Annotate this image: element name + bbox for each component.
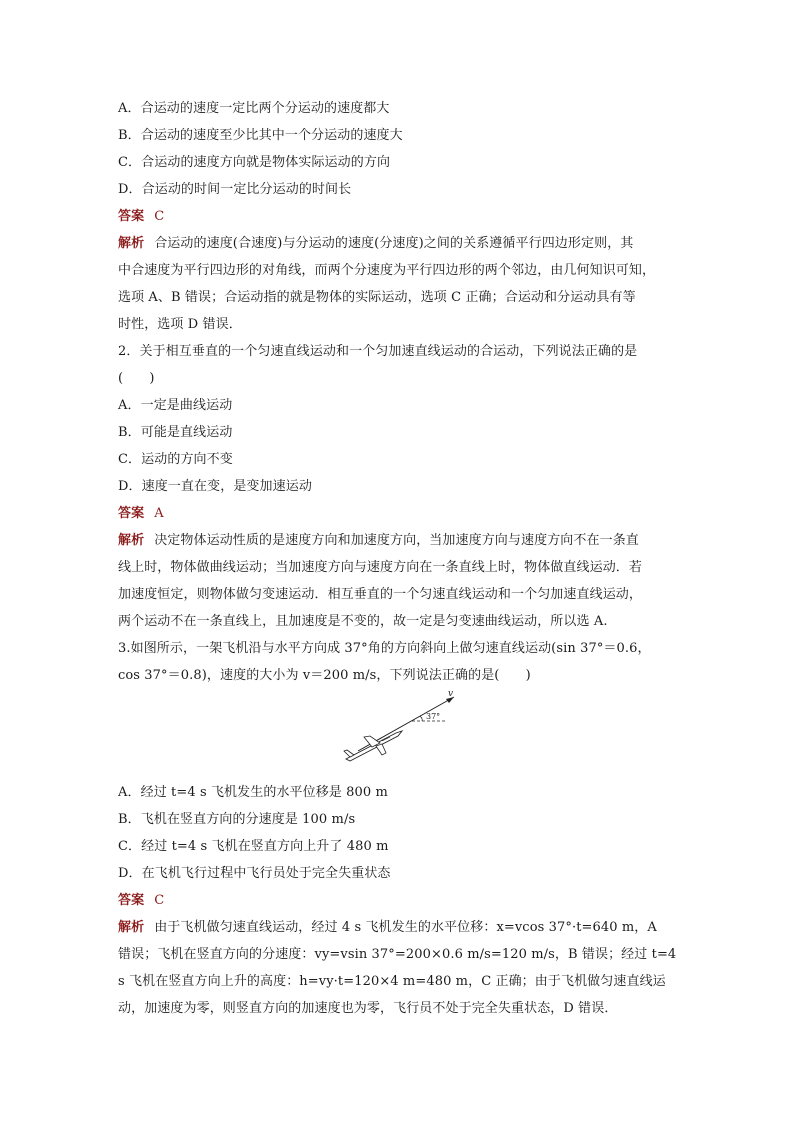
q3-stem-line-1: 3.如图所示，一架飞机沿与水平方向成 37°角的方向斜向上做匀速直线运动(sin 37°＝0.6， [118,641,651,656]
q3-option-d: D．在飞机飞行过程中飞行员处于完全失重状态 [118,866,391,881]
velocity-label: v [448,689,454,699]
q3-analysis-line-2: 错误；飞机在竖直方向的分速度：vy=vsin 37°=200×0.6 m/s=120 m/s，B 错误；经过 t=4 [118,947,677,962]
q3-analysis-text-1: 由于飞机做匀速直线运动，经过 4 s 飞机发生的水平位移：x=vcos 37°·t=640 m，A [154,920,657,935]
q3-analysis-line-4: 动，加速度为零，则竖直方向的加速度也为零，飞行员不处于完全失重状态，D 错误． [118,1001,618,1016]
q3-options [118,779,678,887]
q2-stem [118,338,678,392]
q1-option-b: B．合运动的速度至少比其中一个分运动的速度大 [118,128,403,143]
q3-stem-line-2: cos 37°＝0.8)，速度的大小为 v＝200 m/s，下列说法正确的是( ) [118,668,531,683]
q2-stem-line-1: 2．关于相互垂直的一个匀速直线运动和一个匀加速直线运动的合运动，下列说法正确的是 [118,344,638,359]
q2-options [118,392,678,500]
q3-option-b: B．飞机在竖直方向的分速度是 100 m/s [118,812,356,827]
q2-analysis-line-4: 两个运动不在一条直线上，且加速度是不变的，故一定是匀变速曲线运动，所以选 A. [118,614,608,629]
q1-analysis-text-1: 合运动的速度(合速度)与分运动的速度(分速度)之间的关系遵循平行四边形定则，其 [154,236,634,251]
q3-analysis [118,914,678,1022]
q2-answer [118,500,678,527]
document-content [118,95,678,1022]
q2-analysis-text-1: 决定物体运动性质的是速度方向和加速度方向，当加速度方向与速度方向不在一条直 [154,533,639,548]
q3-option-a: A．经过 t=4 s 飞机发生的水平位移是 800 m [118,785,388,800]
angle-arc [420,716,422,721]
q3-answer-label: 答案 [118,893,145,908]
q1-analysis [118,230,678,338]
q2-analysis-line-2: 线上时，物体做曲线运动；当加速度方向与速度方向在一条直线上时，物体做直线运动．若 [118,560,643,575]
q2-answer-label: 答案 [118,506,145,521]
q1-answer [118,203,678,230]
q3-answer [118,887,678,914]
q2-analysis-line-1 [118,527,678,554]
q3-analysis-line-3: s 飞机在竖直方向上升的高度：h=vy·t=120×4 m=480 m，C 正确；由于飞机做匀速直线运 [118,974,666,989]
q2-analysis-line-3: 加速度恒定，则物体做匀变速运动．相互垂直的一个匀速直线运动和一个匀加速直线运动， [118,587,643,602]
q3-stem [118,635,678,689]
q2-stem-line-2: ( ) [118,371,155,386]
q1-option-a: A．合运动的速度一定比两个分运动的速度都大 [118,101,390,116]
q1-analysis-label: 解析 [118,236,145,251]
q3-analysis-label: 解析 [118,920,145,935]
q2-option-d: D．速度一直在变，是变加速运动 [118,479,312,494]
airplane-icon [344,731,402,761]
q3-answer-value: C [154,893,165,908]
q2-analysis-label: 解析 [118,533,145,548]
q2-option-c: C．运动的方向不变 [118,452,233,467]
airplane-diagram [338,689,468,767]
q1-analysis-line-2: 中合速度为平行四边形的对角线，而两个分速度为平行四边形的两个邻边，由几何知识可知， [118,263,656,278]
q1-option-c: C．合运动的速度方向就是物体实际运动的方向 [118,155,391,170]
q1-analysis-line-3: 选项 A、B 错误；合运动指的就是物体的实际运动，选项 C 正确；合运动和分运动具有等 [118,290,636,305]
q2-option-b: B．可能是直线运动 [118,425,233,440]
q3-analysis-line-1 [118,914,678,941]
q1-answer-value: C [154,209,165,224]
q1-analysis-line-1 [118,230,678,257]
airplane-figure [118,689,678,779]
q1-answer-label: 答案 [118,209,145,224]
q3-option-c: C．经过 t=4 s 飞机在竖直方向上升了 480 m [118,839,389,854]
q1-option-d: D．合运动的时间一定比分运动的时间长 [118,182,352,197]
q2-option-a: A．一定是曲线运动 [118,398,233,413]
angle-label: 37° [426,712,441,721]
q2-answer-value: A [154,506,164,521]
q1-analysis-line-4: 时性，选项 D 错误． [118,317,242,332]
q2-analysis [118,527,678,635]
q1-options [118,95,678,203]
